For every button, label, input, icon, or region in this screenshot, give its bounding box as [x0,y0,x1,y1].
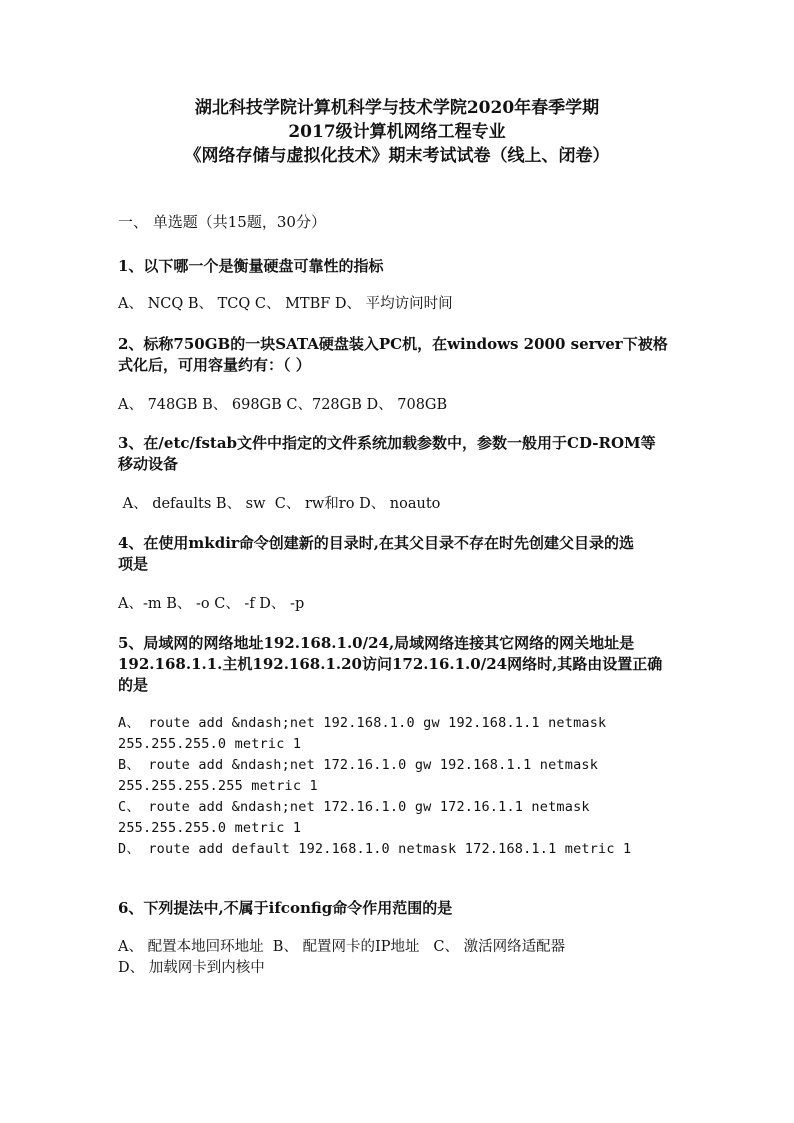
question-1-options: A、 NCQ B、 TCQ C、 MTBF D、 平均访问时间 [118,296,453,312]
question-3-options: A、 defaults B、 sw C、 rw和ro D、 noauto [118,496,441,512]
question-5-option-a: A、 route add &ndash;net 192.168.1.0 gw 192.168.1.1 netmask [118,715,607,731]
header-course-title: 《网络存储与虚拟化技术》期末考试试卷（线上、闭卷） [184,146,610,166]
question-5-stem-cont-2: 的是 [118,676,149,694]
question-5-stem: 5、局域网的网络地址192.168.1.0/24,局域网络连接其它网络的网关地址是 [118,634,635,652]
header-college-term: 湖北科技学院计算机科学与技术学院2020年春季学期 [194,98,600,118]
question-1-stem: 1、以下哪一个是衡量硬盘可靠性的指标 [118,257,384,275]
question-4-stem: 4、在使用mkdir命令创建新的目录时,在其父目录不存在时先创建父目录的选 [118,534,635,552]
question-5-option-a-cont: 255.255.255.0 metric 1 [118,736,302,752]
question-2-options: A、 748GB B、 698GB C、728GB D、 708GB [118,397,448,413]
question-5-option-c-cont: 255.255.255.0 metric 1 [118,820,302,836]
exam-header [0,96,794,168]
question-2-stem-cont: 式化后，可用容量约有：（ ） [118,356,311,374]
question-4-stem-cont: 项是 [118,555,149,573]
question-3-stem-cont: 移动设备 [118,455,179,473]
question-5-stem-cont-1: 192.168.1.1.主机192.168.1.20访问172.16.1.0/24网络时,其路由设置正确 [118,655,663,673]
question-5-option-d: D、 route add default 192.168.1.0 netmask 172.168.1.1 metric 1 [118,841,632,857]
question-4-options: A、-m B、 -o C、 -f D、 -p [118,596,305,612]
question-6-options: A、 配置本地回环地址 B、 配置网卡的IP地址 C、 激活网络适配器 [118,939,566,955]
question-2-stem: 2、标称750GB的一块SATA硬盘装入PC机，在windows 2000 server下被格 [118,335,668,353]
question-3-stem: 3、在/etc/fstab文件中指定的文件系统加载参数中，参数一般用于CD-ROM等 [118,434,656,452]
question-5-option-c: C、 route add &ndash;net 172.16.1.0 gw 172.16.1.1 netmask [118,799,590,815]
question-5-option-b: B、 route add &ndash;net 172.16.1.0 gw 192.168.1.1 netmask [118,757,599,773]
question-5-option-b-cont: 255.255.255.255 metric 1 [118,778,318,794]
header-grade-major: 2017级计算机网络工程专业 [288,122,506,142]
question-6-options-cont: D、 加载网卡到内核中 [118,960,265,976]
section-heading: 一、 单选题（共15题，30分） [118,213,326,231]
question-6-stem: 6、下列提法中,不属于ifconfig命令作用范围的是 [118,899,453,917]
